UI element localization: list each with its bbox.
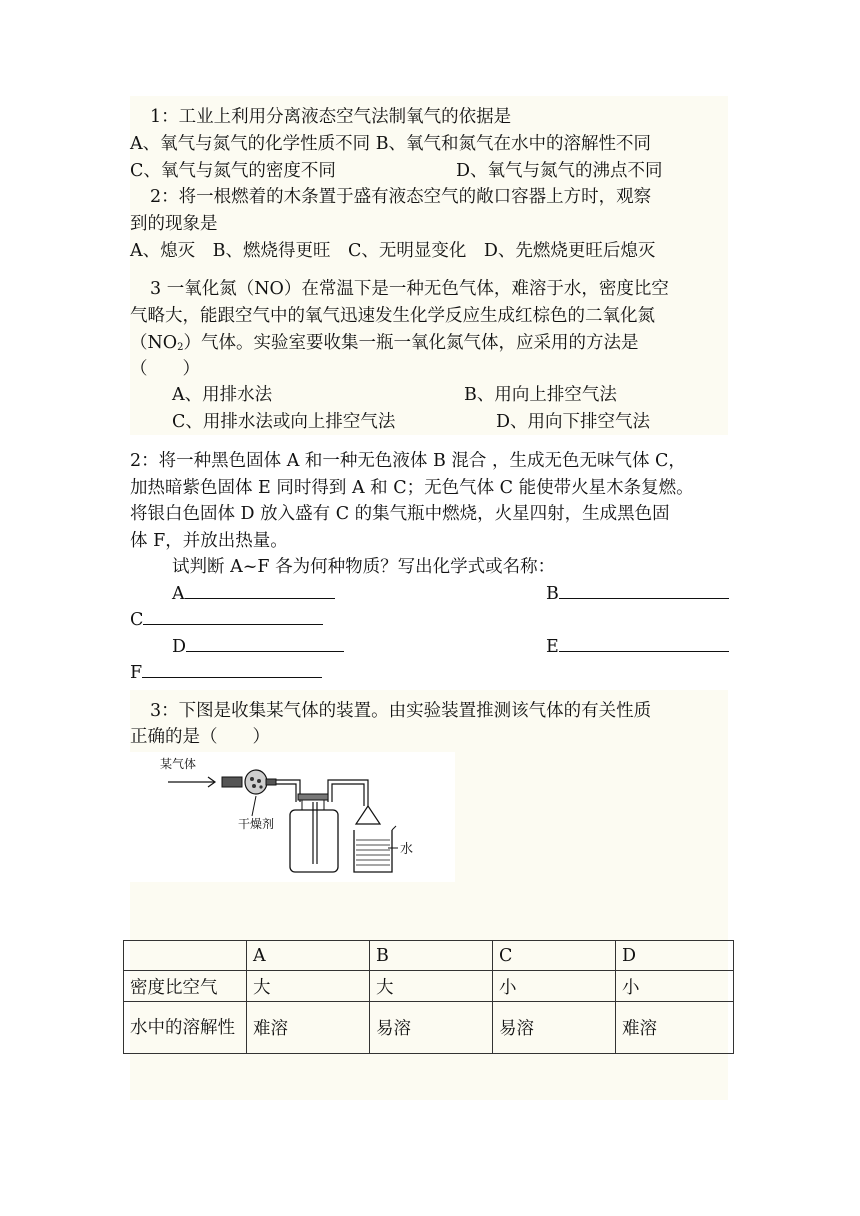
q2-stem-line1: 2：将一根燃着的木条置于盛有液态空气的敞口容器上方时，观察 bbox=[150, 187, 652, 207]
q1-option-d: D、氧气与氮气的沸点不同 bbox=[456, 161, 663, 181]
table-cell: 小 bbox=[616, 971, 734, 1002]
q4-line4: 体 F，并放出热量。 bbox=[130, 531, 288, 551]
table-row bbox=[124, 1002, 734, 1054]
q3-line3-pre: （NO bbox=[130, 333, 178, 353]
blank-b-label: B bbox=[546, 584, 559, 604]
blank-f-line[interactable] bbox=[142, 661, 322, 678]
table-cell: 易溶 bbox=[370, 1002, 493, 1054]
desiccant-label: 干燥剂 bbox=[238, 817, 275, 831]
q3-line1: 3 一氧化氮（NO）在常温下是一种无色气体，难溶于水，密度比空 bbox=[150, 279, 669, 299]
table-header-cell: C bbox=[493, 941, 616, 971]
blank-a-label: A bbox=[172, 584, 185, 604]
q5-line1: 3：下图是收集某气体的装置。由实验装置推测该气体的有关性质 bbox=[150, 701, 652, 721]
q3-line3-post: ）气体。实验室要收集一瓶一氧化氮气体，应采用的方法是 bbox=[183, 333, 639, 353]
table-header-row bbox=[124, 941, 734, 971]
q3-option-c: C、用排水法或向上排空气法 bbox=[172, 412, 396, 432]
table-row-label: 密度比空气 bbox=[124, 971, 247, 1002]
blank-d-label: D bbox=[172, 637, 187, 657]
table-header-cell: A bbox=[247, 941, 370, 971]
table-row-label: 水中的溶解性 bbox=[124, 1002, 247, 1054]
water-label: 水 bbox=[400, 842, 414, 857]
answer-blank-f[interactable] bbox=[130, 660, 322, 686]
table-header-cell: D bbox=[616, 941, 734, 971]
q3-line3 bbox=[130, 330, 639, 361]
gas-collection-apparatus-figure bbox=[130, 752, 455, 882]
blank-f-label: F bbox=[130, 663, 143, 683]
q3-answer-paren: （ ） bbox=[130, 359, 200, 379]
answer-blank-a[interactable] bbox=[172, 581, 335, 607]
table-row bbox=[124, 971, 734, 1002]
blank-c-label: C bbox=[130, 610, 144, 630]
answer-blank-d[interactable] bbox=[172, 634, 344, 660]
table-header-cell: B bbox=[370, 941, 493, 971]
table-header-cell bbox=[124, 941, 247, 971]
gas-properties-table bbox=[123, 940, 734, 1054]
table-cell: 难溶 bbox=[616, 1002, 734, 1054]
q1-options-ab: A、氧气与氮气的化学性质不同 B、氧气和氮气在水中的溶解性不同 bbox=[130, 134, 652, 154]
table-cell: 小 bbox=[493, 971, 616, 1002]
q4-prompt: 试判断 A~F 各为何种物质？写出化学式或名称： bbox=[172, 557, 556, 577]
q4-line2: 加热暗紫色固体 E 同时得到 A 和 C；无色气体 C 能使带火星木条复燃。 bbox=[130, 478, 694, 498]
blank-e-line[interactable] bbox=[559, 635, 729, 652]
blank-d-line[interactable] bbox=[186, 635, 344, 652]
q2-stem-line2: 到的现象是 bbox=[130, 214, 218, 234]
blank-a-line[interactable] bbox=[185, 582, 335, 599]
q3-subscript: 2 bbox=[177, 342, 184, 353]
q4-line3: 将银白色固体 D 放入盛有 C 的集气瓶中燃烧，火星四射，生成黑色固 bbox=[130, 504, 670, 524]
blank-e-label: E bbox=[546, 637, 559, 657]
q3-line2: 气略大，能跟空气中的氧气迅速发生化学反应生成红棕色的二氧化氮 bbox=[130, 306, 655, 326]
table-cell: 大 bbox=[247, 971, 370, 1002]
q5-line2: 正确的是（ ） bbox=[130, 727, 270, 747]
table-cell: 易溶 bbox=[493, 1002, 616, 1054]
q3-option-d: D、用向下排空气法 bbox=[496, 412, 651, 432]
answer-blank-b[interactable] bbox=[546, 581, 729, 607]
q2-options: A、熄灭 B、燃烧得更旺 C、无明显变化 D、先燃烧更旺后熄灭 bbox=[130, 241, 656, 261]
answer-blank-e[interactable] bbox=[546, 634, 729, 660]
q1-stem: 1：工业上利用分离液态空气法制氧气的依据是 bbox=[150, 107, 512, 127]
blank-c-line[interactable] bbox=[143, 608, 323, 625]
q1-option-c: C、氧气与氮气的密度不同 bbox=[130, 161, 336, 181]
q3-option-b: B、用向上排空气法 bbox=[464, 385, 617, 405]
blank-b-line[interactable] bbox=[559, 582, 729, 599]
table-cell: 难溶 bbox=[247, 1002, 370, 1054]
table-cell: 大 bbox=[370, 971, 493, 1002]
gas-label: 某气体 bbox=[160, 757, 197, 771]
q3-option-a: A、用排水法 bbox=[172, 385, 273, 405]
answer-blank-c[interactable] bbox=[130, 607, 323, 633]
q4-line1: 2：将一种黑色固体 A 和一种无色液体 B 混合 ，生成无色无味气体 C， bbox=[130, 451, 686, 471]
inlet-nozzle bbox=[222, 777, 242, 787]
